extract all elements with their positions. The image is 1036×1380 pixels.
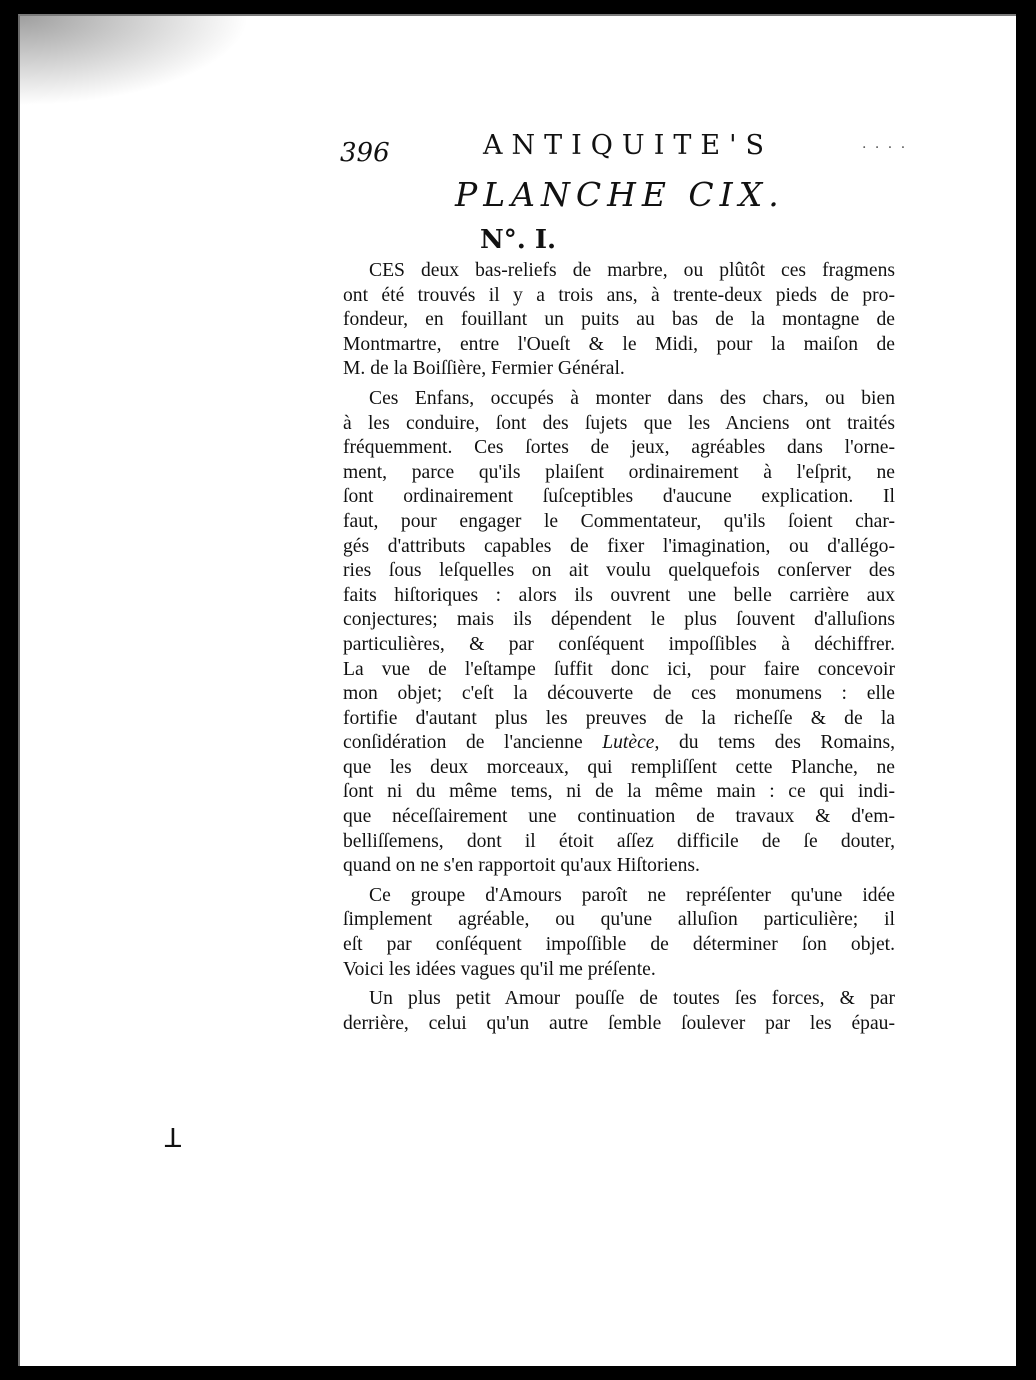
text-line: fréquemment. Ces ſortes de jeux, agréables dans l'orne-: [343, 437, 895, 459]
text-line: Voici les idées vagues qu'il me préſente.: [343, 958, 656, 980]
italic-name: Lutèce: [602, 732, 655, 754]
text-line: Montmartre, entre l'Oueſt & le Midi, pour la maiſon de: [343, 333, 895, 355]
text-line: ſont ni du même tems, ni de la même main : ce qui indi-: [343, 781, 895, 803]
text-line: Ces Enfans, occupés à monter dans des chars, ou bien: [369, 387, 895, 409]
text-line: faut, pour engager le Commentateur, qu'ils ſoient char-: [343, 510, 895, 532]
text-line: Un plus petit Amour pouſſe de toutes ſes forces, & par: [369, 988, 895, 1010]
text-line: conſidération de l'ancienne Lutèce, du tems des Romains,: [343, 732, 895, 754]
text-line: faits hiſtoriques : alors ils ouvrent une belle carrière aux: [343, 584, 895, 606]
text-line: fondeur, en fouillant un puits au bas de la montagne de: [343, 309, 895, 331]
paragraph: [343, 387, 895, 879]
text-line: particulières, & par conſéquent impoſſibles à déchiffrer.: [343, 633, 895, 655]
text-line: ont été trouvés il y a trois ans, à trente-deux pieds de pro-: [343, 284, 895, 306]
text-line: La vue de l'eſtampe ſuffit donc ici, pour faire concevoir: [343, 658, 895, 680]
margin-mark: ꓕ: [165, 1124, 181, 1154]
text-line: à les conduire, ſont des ſujets que les Anciens ont traités: [343, 412, 895, 434]
paragraph: [343, 259, 895, 382]
text-line: fortifie d'autant plus les preuves de la richeſſe & de la: [343, 707, 895, 729]
text-line: belliſſemens, dont il étoit aſſez difficile de ſe douter,: [343, 830, 895, 852]
paragraph: [343, 987, 895, 1036]
text-line: mon objet; c'eſt la découverte de ces monumens : elle: [343, 683, 895, 705]
running-title: ANTIQUITE'S: [483, 130, 773, 161]
text-line: ries ſous leſquelles on ait voulu quelquefois conſerver des: [343, 560, 895, 582]
text-line: ſont ordinairement ſuſceptibles d'aucune explication. Il: [343, 486, 895, 508]
text-line: CES deux bas-reliefs de marbre, ou plûtôt ces fragmens: [369, 260, 895, 281]
text-line: que néceſſairement une continuation de travaux & d'em-: [343, 806, 895, 828]
text-line: eſt par conſéquent impoſſible de déterminer ſon objet.: [343, 934, 895, 956]
plate-number: N°. I.: [479, 225, 557, 255]
text-line: M. de la Boiſſière, Fermier Général.: [343, 358, 625, 380]
paragraph: [343, 884, 895, 982]
text-line: ment, parce qu'ils plaiſent ordinairement à l'eſprit, ne: [343, 461, 895, 483]
text-line: que les deux morceaux, qui rempliſſent cette Planche, ne: [343, 756, 895, 778]
text-line: ſimplement agréable, ou qu'une alluſion particulière; il: [343, 909, 895, 931]
body-text: [343, 259, 895, 1036]
text-line: Ce groupe d'Amours paroît ne repréſenter qu'une idée: [369, 884, 895, 906]
text-line: quand on ne s'en rapportoit qu'aux Hiſtoriens.: [343, 855, 700, 877]
text-line: conjectures; mais ils dépendent le plus ſouvent d'alluſions: [343, 609, 895, 631]
text-line: gés d'attributs capables de fixer l'imagination, ou d'allégo-: [343, 535, 895, 557]
page-number: 396: [340, 138, 390, 168]
text-line: derrière, celui qu'un autre ſemble ſoulever par les épau-: [343, 1012, 895, 1034]
header-dots: · · · ·: [862, 140, 908, 156]
plate-title: PLANCHE CIX.: [455, 175, 785, 214]
